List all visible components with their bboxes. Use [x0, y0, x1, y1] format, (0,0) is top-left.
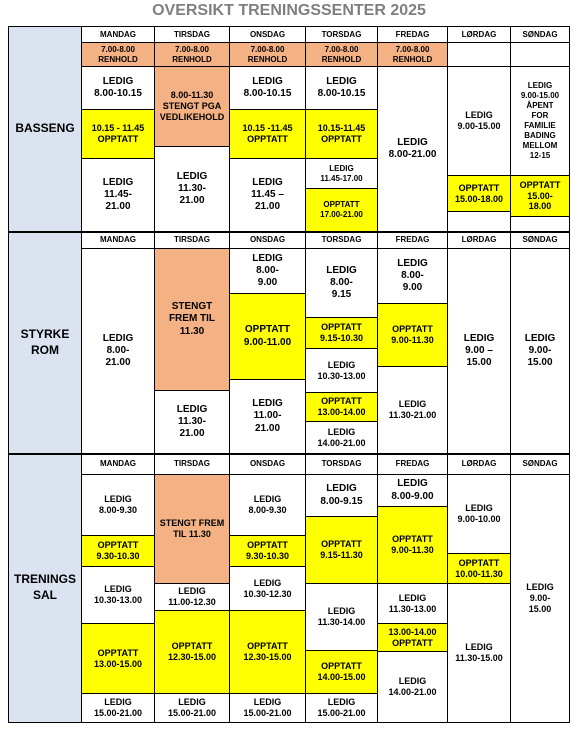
- day-header-friday: FREDAG: [377, 26, 448, 43]
- empty-cell: [447, 42, 511, 67]
- slot-occupied: 10.15 -11.45 OPPTATT: [229, 109, 306, 159]
- slot-closed: STENGT FREM TIL 11.30: [154, 474, 230, 584]
- section-label-styrke-rom: STYRKE ROM: [8, 231, 82, 454]
- slot-available: LEDIG 10.30-12.30: [229, 566, 306, 611]
- section-label-basseng: BASSENG: [8, 26, 82, 232]
- slot-available: LEDIG 8.00- 21.00: [81, 248, 155, 454]
- slot-closed: STENGT FREM TIL 11.30: [154, 248, 230, 391]
- slot-available: LEDIG 15.00-21.00: [154, 693, 230, 723]
- day-header-thursday: TORSDAG: [305, 231, 378, 249]
- day-header-wednesday: ONSDAG: [229, 453, 306, 475]
- slot-available: LEDIG 8.00-10.15: [229, 66, 306, 110]
- slot-cleaning-monday: 7.00-8.00 RENHOLD: [81, 42, 155, 67]
- slot-available: LEDIG 11.45- 21.00: [81, 158, 155, 232]
- slot-available: LEDIG 10.30-13.00: [81, 566, 155, 624]
- day-header-tuesday: TIRSDAG: [154, 26, 230, 43]
- slot-occupied: OPPTATT 15.00- 18.00: [510, 175, 570, 217]
- empty-cell: [510, 216, 570, 232]
- slot-available: LEDIG 9.00- 15.00: [510, 248, 570, 454]
- day-header-sunday: SØNDAG: [510, 453, 570, 475]
- slot-available: LEDIG 8.00-10.15: [305, 66, 378, 110]
- slot-available: LEDIG 15.00-21.00: [305, 693, 378, 723]
- slot-occupied: OPPTATT 10.00-11.30: [447, 553, 511, 584]
- section-divider: [8, 231, 570, 233]
- slot-occupied: OPPTATT 14.00-15.00: [305, 650, 378, 694]
- slot-occupied: 13.00-14.00 OPPTATT: [377, 623, 448, 652]
- day-header-thursday: TORSDAG: [305, 453, 378, 475]
- day-header-friday: FREDAG: [377, 231, 448, 249]
- slot-occupied: OPPTATT 9.00-11.30: [377, 506, 448, 584]
- section-divider: [8, 453, 570, 455]
- day-header-saturday: LØRDAG: [447, 231, 511, 249]
- slot-cleaning-thursday: 7.00-8.00 RENHOLD: [305, 42, 378, 67]
- day-header-tuesday: TIRSDAG: [154, 231, 230, 249]
- empty-cell: [510, 42, 570, 67]
- slot-occupied: OPPTATT 13.00-15.00: [81, 623, 155, 694]
- empty-cell: [447, 211, 511, 232]
- day-header-thursday: TORSDAG: [305, 26, 378, 43]
- slot-occupied: OPPTATT 15.00-18.00: [447, 175, 511, 212]
- slot-available: LEDIG 8.00- 9.00: [377, 248, 448, 304]
- slot-available: LEDIG 15.00-21.00: [229, 693, 306, 723]
- slot-occupied: OPPTATT 9.00-11.00: [229, 293, 306, 380]
- slot-available: LEDIG 11.30-21.00: [377, 366, 448, 454]
- slot-available: LEDIG 15.00-21.00: [81, 693, 155, 723]
- slot-available: LEDIG 8.00-9.30: [229, 474, 306, 536]
- slot-occupied: OPPTATT 9.30-10.30: [229, 535, 306, 567]
- slot-available: LEDIG 14.00-21.00: [305, 421, 378, 454]
- day-header-wednesday: ONSDAG: [229, 26, 306, 43]
- slot-available: LEDIG 11.30- 21.00: [154, 390, 230, 454]
- slot-occupied: OPPTATT 9.15-11.30: [305, 516, 378, 584]
- slot-available: LEDIG 8.00- 9.00: [229, 248, 306, 294]
- slot-available: LEDIG 9.00-10.00: [447, 474, 511, 554]
- slot-available: LEDIG 9.00-15.00: [447, 66, 511, 176]
- slot-available: LEDIG 14.00-21.00: [377, 651, 448, 723]
- slot-available: LEDIG 9.00- 15.00: [510, 474, 570, 723]
- slot-occupied: 10.15-11.45 OPPTATT: [305, 109, 378, 159]
- slot-cleaning-wednesday: 7.00-8.00 RENHOLD: [229, 42, 306, 67]
- page-title: OVERSIKT TRENINGSSENTER 2025: [152, 2, 426, 19]
- slot-occupied: OPPTATT 17.00-21.00: [305, 188, 378, 232]
- day-header-wednesday: ONSDAG: [229, 231, 306, 249]
- slot-available: LEDIG 11.30-15.00: [447, 583, 511, 723]
- slot-available: LEDIG 8.00-9.15: [305, 474, 378, 517]
- slot-available: LEDIG 11.30-13.00: [377, 583, 448, 624]
- slot-cleaning-tuesday: 7.00-8.00 RENHOLD: [154, 42, 230, 67]
- day-header-monday: MANDAG: [81, 231, 155, 249]
- section-label-trenings-sal: TRENINGS SAL: [8, 453, 82, 723]
- slot-available: LEDIG 9.00-15.00 ÅPENT FOR FAMILIE BADING MELLOM 12-15: [510, 66, 570, 176]
- slot-available: LEDIG 10.30-13.00: [305, 348, 378, 393]
- slot-occupied: OPPTATT 13.00-14.00: [305, 392, 378, 422]
- day-header-sunday: SØNDAG: [510, 231, 570, 249]
- slot-occupied: OPPTATT 9.00-11.30: [377, 303, 448, 367]
- slot-available: LEDIG 8.00-10.15: [81, 66, 155, 110]
- slot-cleaning-friday: 7.00-8.00 RENHOLD: [377, 42, 448, 67]
- slot-available: LEDIG 8.00-9.00: [377, 474, 448, 507]
- slot-available: LEDIG 11.00-12.30: [154, 583, 230, 611]
- slot-occupied: OPPTATT 12.30-15.00: [154, 610, 230, 694]
- day-header-monday: MANDAG: [81, 453, 155, 475]
- day-header-friday: FREDAG: [377, 453, 448, 475]
- slot-available: LEDIG 11.00- 21.00: [229, 379, 306, 454]
- slot-available: LEDIG 8.00- 9.15: [305, 248, 378, 318]
- slot-occupied: 10.15 - 11.45 OPPTATT: [81, 109, 155, 159]
- slot-available: LEDIG 9.00 – 15.00: [447, 248, 511, 454]
- slot-closed: 8.00-11.30 STENGT PGA VEDLIKEHOLD: [154, 66, 230, 147]
- day-header-sunday: SØNDAG: [510, 26, 570, 43]
- day-header-saturday: LØRDAG: [447, 453, 511, 475]
- day-header-saturday: LØRDAG: [447, 26, 511, 43]
- day-header-tuesday: TIRSDAG: [154, 453, 230, 475]
- slot-available: LEDIG 8.00-9.30: [81, 474, 155, 536]
- day-header-monday: MANDAG: [81, 26, 155, 43]
- slot-available: LEDIG 11.30- 21.00: [154, 146, 230, 232]
- slot-available: LEDIG 8.00-21.00: [377, 66, 448, 232]
- slot-available: LEDIG 11.30-14.00: [305, 583, 378, 651]
- slot-available: LEDIG 11.45-17.00: [305, 158, 378, 189]
- slot-occupied: OPPTATT 12.30-15.00: [229, 610, 306, 694]
- slot-available: LEDIG 11.45 – 21.00: [229, 158, 306, 232]
- slot-occupied: OPPTATT 9.15-10.30: [305, 317, 378, 349]
- slot-occupied: OPPTATT 9.30-10.30: [81, 535, 155, 567]
